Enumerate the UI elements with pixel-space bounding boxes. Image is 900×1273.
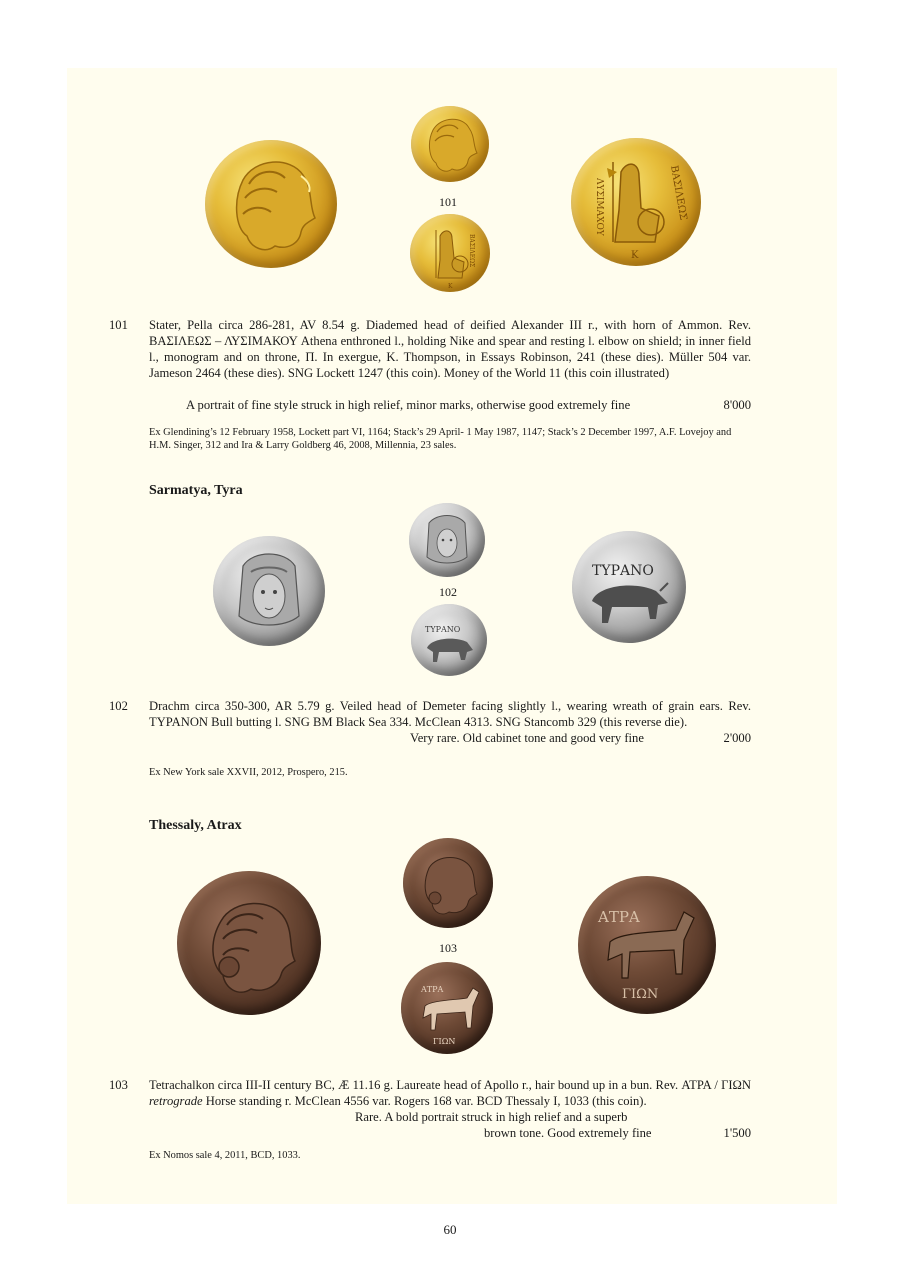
- coin-103-reverse-legend: ΑΤΡΑ: [598, 908, 640, 926]
- lot-101-estimate: 8'000: [723, 398, 751, 412]
- lot-102-number: 102: [109, 699, 128, 713]
- coin-103-reverse-large: [578, 876, 716, 1014]
- section-heading-thessaly: Thessaly, Atrax: [149, 818, 242, 833]
- coin-101-exergue: K: [631, 250, 639, 261]
- lot-103-description-b: Horse standing r. McClean 4556 var. Rogers 168 var. BCD Thessaly I, 1033 (this coin).: [202, 1094, 647, 1108]
- coin-102-reverse-large: [572, 531, 686, 643]
- coin-102-reverse-small: [411, 604, 487, 676]
- lot-102-provenance: Ex New York sale XXVII, 2012, Prospero, 215.: [149, 767, 348, 778]
- alexander-head-icon: [205, 140, 337, 268]
- lot-102-estimate: 2'000: [723, 731, 751, 745]
- coin-101-reverse-legend: ΒΑΣΙΛΕΩΣ: [668, 164, 689, 222]
- bull-butting-icon: [572, 531, 686, 643]
- coin-103-small-legend: ΑΤΡΑ: [421, 985, 444, 994]
- demeter-facing-small-icon: [409, 503, 485, 577]
- lot-101-number: 101: [109, 318, 128, 332]
- coin-101-obverse-large: [205, 140, 337, 268]
- lot-102-grade: Very rare. Old cabinet tone and good very fine: [410, 731, 644, 745]
- lot-101-grade: A portrait of fine style struck in high relief, minor marks, otherwise good extremely fine: [186, 398, 631, 412]
- coin-103-reverse-small: [401, 962, 493, 1054]
- coin-102-obverse-large: [213, 536, 325, 646]
- lot-101-description: Stater, Pella circa 286-281, AV 8.54 g. Diademed head of deified Alexander III r., with horn of Ammon. Rev. ΒΑΣΙΛΕΩΣ – ΛΥΣΙΜΑΚΟΥ Athena enthroned l., holding Nike and spear and resting l. elbow on shield; in inner field l., monogram and on throne, Π. In exergue, K. Thompson, in Essays Robinson, 241 (these dies). Müller 504 var. Jameson 2464 (these dies). SNG Lockett 1247 (this coin). Money of the World 11 (this coin illustrated): [149, 318, 751, 380]
- lot-103-grade: Rare. A bold portrait struck in high relief and a superb: [355, 1110, 628, 1124]
- coin-103-obverse-small: [403, 838, 493, 928]
- section-heading-sarmatya: Sarmatya, Tyra: [149, 483, 243, 498]
- lot-103-description: [149, 1077, 751, 1109]
- lot-102-description: Drachm circa 350-300, AR 5.79 g. Veiled head of Demeter facing slightly l., wearing wreath of grain ears. Rev. ΤΥΡΑΝΟΝ Bull butting l. SNG BM Black Sea 334. McClean 4313. SNG Stancomb 329 (this reverse die).: [149, 699, 751, 729]
- lot-101-provenance: Ex Glendining’s 12 February 1958, Lockett part VI, 1164; Stack’s 29 April- 1 May 1987, 1147; Stack’s 2 December 1997, A.F. Lovejoy and H.M. Singer, 312 and Ira & Larry Goldberg 46, 2008, Millennia, 23 sales.: [149, 427, 732, 451]
- lot-103-provenance: Ex Nomos sale 4, 2011, BCD, 1033.: [149, 1150, 301, 1161]
- lot-103-number: 103: [109, 1078, 128, 1092]
- coin-101-small-legend: ΒΑΣΙΛΕΩΣ: [468, 234, 475, 268]
- coin-102-small-legend: ΤΥΡΑΝΟ: [425, 625, 461, 634]
- bull-butting-small-icon: [411, 604, 487, 676]
- coin-103-obverse-large: [177, 871, 321, 1015]
- lot-103-description-a: Tetrachalkon circa III-II century BC, Æ 11.16 g. Laureate head of Apollo r., hair bound up in a bun. Rev. ΑΤΡΑ / ΓΙΩΝ: [149, 1078, 751, 1092]
- coin-103-small-exergue: ΓΙΩΝ: [433, 1037, 456, 1046]
- coin-101-reverse-legend-2: ΛΥΣΙΜΑΧΟΥ: [594, 178, 604, 236]
- horse-standing-small-icon: [401, 962, 493, 1054]
- demeter-facing-icon: [213, 536, 325, 646]
- apollo-head-icon: [177, 871, 321, 1015]
- coin-103-exergue: ΓΙΩΝ: [622, 987, 659, 1002]
- alexander-head-small-icon: [411, 106, 489, 182]
- coin-102-reverse-legend: ΤΥΡΑΝΟ: [592, 563, 654, 579]
- lot-103-grade-cont: brown tone. Good extremely fine: [484, 1126, 652, 1140]
- apollo-head-small-icon: [403, 838, 493, 928]
- athena-enthroned-small-icon: [410, 214, 490, 292]
- page-number: 60: [443, 1222, 457, 1237]
- athena-enthroned-icon: [571, 138, 701, 266]
- lot-101-image-label: 101: [439, 195, 457, 209]
- coin-101-reverse-small: [410, 214, 490, 292]
- lot-103-retrograde: retrograde: [149, 1094, 203, 1108]
- horse-standing-icon: [578, 876, 716, 1014]
- lot-103-image-label: 103: [439, 941, 457, 955]
- coin-101-reverse-large: [571, 138, 701, 266]
- coin-101-small-exergue: K: [448, 283, 453, 290]
- lot-103-estimate: 1'500: [723, 1126, 751, 1140]
- coin-101-obverse-small: [411, 106, 489, 182]
- lot-102-image-label: 102: [439, 585, 457, 599]
- coin-102-obverse-small: [409, 503, 485, 577]
